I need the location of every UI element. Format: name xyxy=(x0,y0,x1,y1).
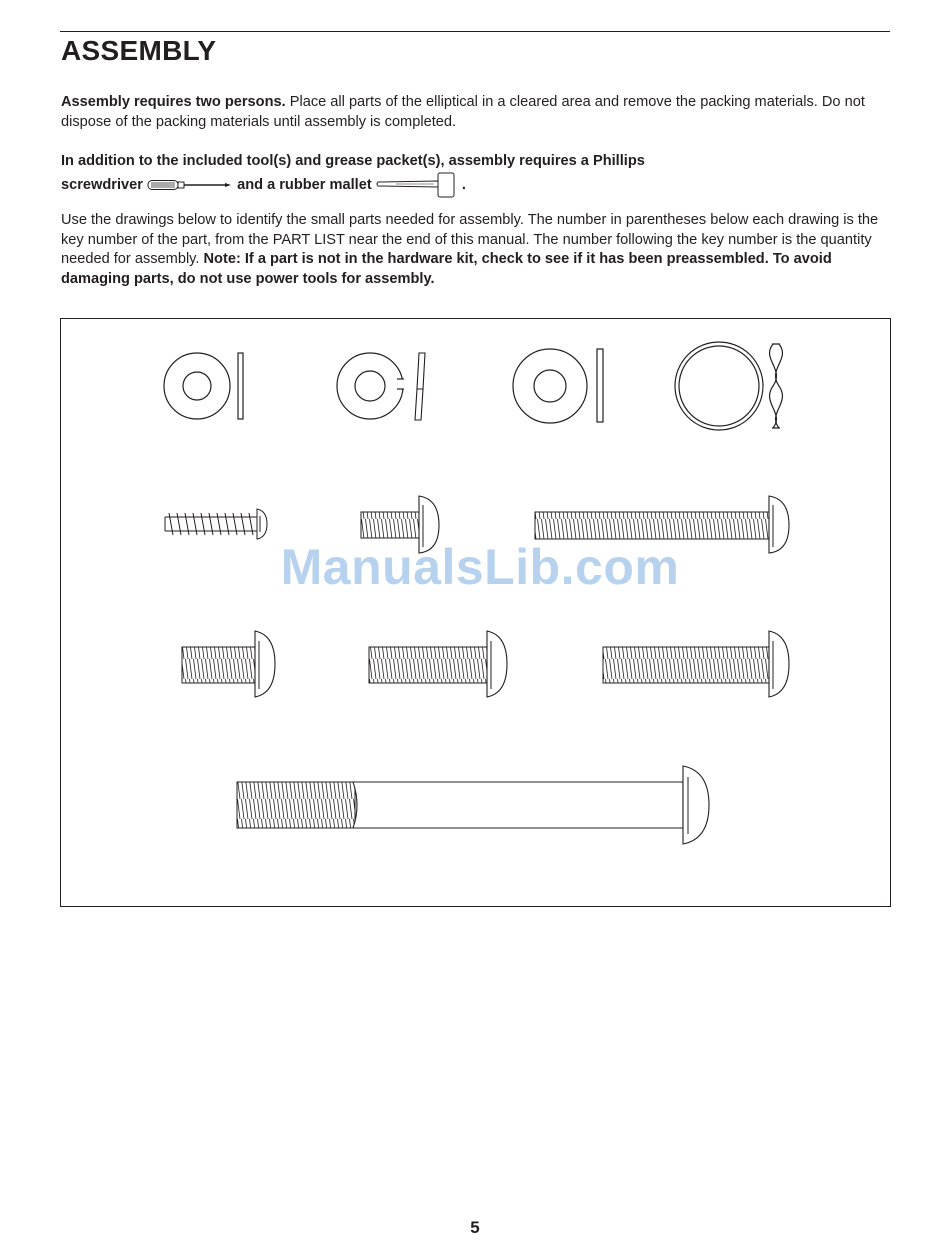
instructions-text: Use the drawings below to identify the small parts needed for assembly. The number in parentheses below each drawing is the key number of the part, from the PART LIST near the end of this manual. The number following the key number is the quantity needed for assembly. xyxy=(61,212,879,267)
tools-period: . xyxy=(461,176,466,193)
button-head-bolt-short-2 xyxy=(182,631,275,697)
wave-washer xyxy=(675,342,782,430)
self-tapping-screw xyxy=(165,509,267,539)
mallet-label: and a rubber mallet xyxy=(237,176,372,193)
watermark: ManualsLib.com xyxy=(280,539,680,595)
hardware-parts-drawing xyxy=(61,319,890,906)
rubber-mallet-icon xyxy=(376,172,458,198)
instructions-note: Note: If a part is not in the hardware kit, check to see if it has been preassembled. To avoid damaging parts, do not use power tools for assembly. xyxy=(61,251,832,287)
intro-paragraph xyxy=(61,93,891,132)
tools-required-paragraph xyxy=(61,152,891,198)
intro-text: Place all parts of the elliptical in a cleared area and remove the packing materials. Do not dispose of the packing materials until assembly is completed. xyxy=(61,94,865,130)
intro-bold-text: Assembly requires two persons. xyxy=(61,94,286,110)
page-number: 5 xyxy=(470,1218,480,1237)
screwdriver-label: screwdriver xyxy=(61,176,143,193)
flat-washer-small xyxy=(164,353,243,419)
shoulder-bolt xyxy=(237,766,709,844)
hardware-parts-box xyxy=(60,318,891,907)
button-head-bolt-medium xyxy=(369,631,507,697)
button-head-bolt-long-2 xyxy=(603,631,789,697)
page-title: ASSEMBLY xyxy=(61,35,217,66)
top-rule xyxy=(60,31,890,32)
split-lock-washer xyxy=(337,353,425,420)
flat-washer-large xyxy=(513,349,603,423)
screwdriver-icon xyxy=(147,178,233,192)
tools-line-1: In addition to the included tool(s) and grease packet(s), assembly requires a Phillips xyxy=(61,153,645,169)
instructions-paragraph xyxy=(61,211,891,289)
